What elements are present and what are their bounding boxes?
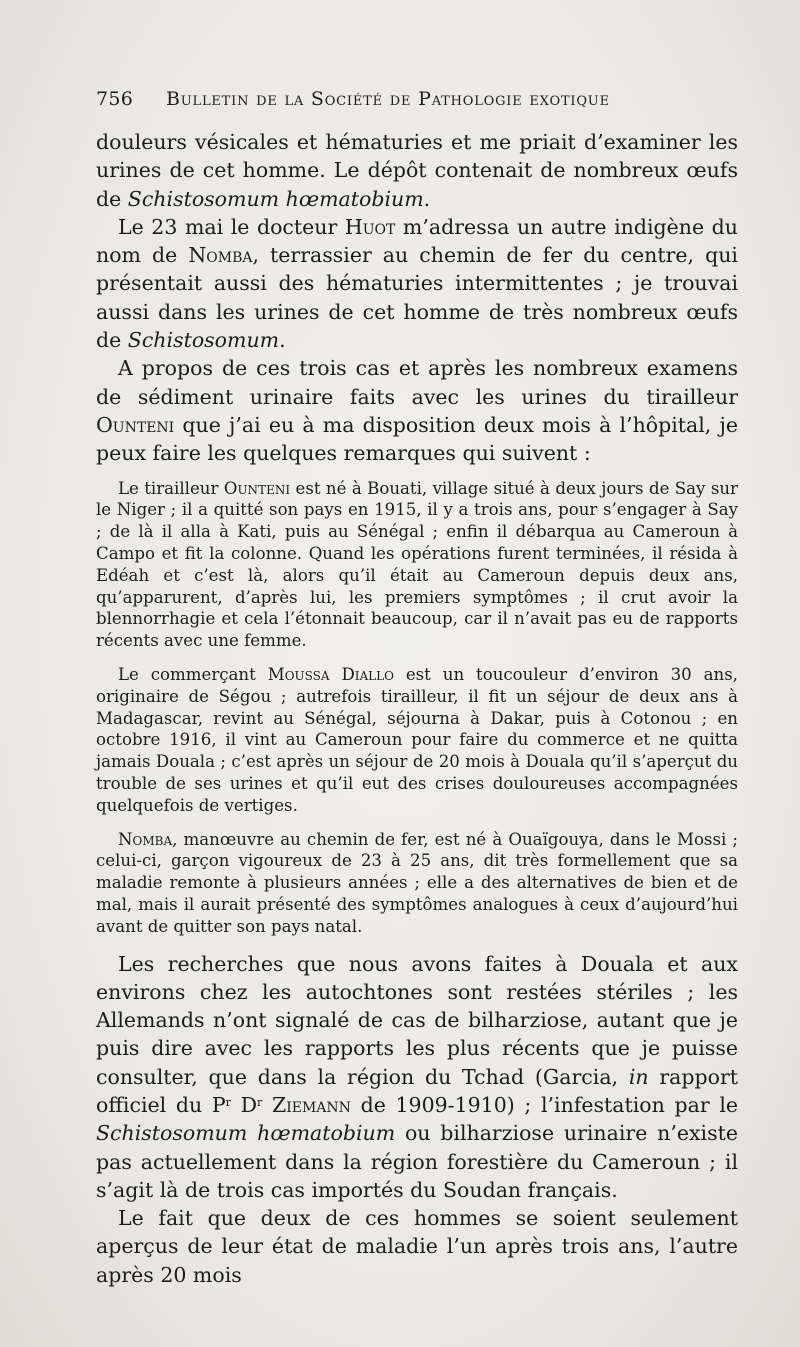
- paragraph-1: douleurs vésicales et hématuries et me priait d’examiner les urines de cet homme. Le dépôt contenait de nombreux œufs de Schistosomum hœmatobium.: [96, 130, 738, 211]
- species-name: Schistosomum: [127, 328, 280, 353]
- page-header: [96, 88, 738, 110]
- person-name: Moussa Diallo: [267, 664, 394, 684]
- case-nomba: Nomba, manœuvre au chemin de fer, est né à Ouaïgouya, dans le Mossi ; celui-ci, garçon vigoureux de 23 à 25 ans, dit très formellement que sa maladie remonte à plusieurs années ; elle a des alternatives de bien et de mal, mais il aurait présenté des symptômes analogues à ceux d’aujourd’hui avant de quitter son pays natal.: [96, 829, 738, 936]
- paragraph-final: Le fait que deux de ces hommes se soient seulement aperçus de leur état de maladie l’un après trois ans, l’autre après 20 mois: [96, 1206, 738, 1287]
- page-number: 756: [96, 88, 134, 110]
- person-name: Huot: [344, 214, 396, 239]
- case-moussa-diallo: Le commerçant Moussa Diallo est un toucouleur d’environ 30 ans, originaire de Ségou ; autrefois tirailleur, il fit un séjour de deux ans à Madagascar, revint au Sénégal, séjourna à Dakar, puis à Cotonou ; en octobre 1916, il vint au Cameroun pour faire du commerce et ne quitta jamais Douala ; c’est après un séjour de 20 mois à Douala qu’il s’aperçut du trouble de ses urines et qu’il eut des crises douloureuses accompagnées quelquefois de vertiges.: [96, 664, 738, 815]
- running-head: Bulletin de la Société de Pathologie exotique: [166, 88, 610, 110]
- person-name: Nomba: [118, 829, 173, 849]
- paragraph-2: Le 23 mai le docteur Huot m’adressa un autre indigène du nom de Nomba, terrassier au chemin de fer du centre, qui présentait aussi des hématuries intermittentes ; je trouvai aussi dans les urines de cet homme de très nombreux œufs de Schistosomum.: [96, 214, 738, 353]
- paragraph-3: A propos de ces trois cas et après les nombreux examens de sédiment urinaire faits avec les urines du tirailleur Ounteni que j’ai eu à ma disposition deux mois à l’hôpital, je peux faire les quelques remarques qui suivent :: [96, 356, 738, 466]
- person-name: Ziemann: [271, 1092, 351, 1117]
- case-ounteni: Le tirailleur Ounteni est né à Bouati, village situé à deux jours de Say sur le Niger ; il a quitté son pays en 1915, il y a trois ans, pour s’engager à Say ; de là il alla à Kati, puis au Sénégal ; enfin il débarqua au Cameroun à Campo et fit la colonne. Quand les opérations furent terminées, il résida à Edéah et c’est là, alors qu’il était au Cameroun depuis deux ans, qu’apparurent, d’après lui, les premiers symptômes ; il crut avoir la blennorrhagie et cela l’étonnait beaucoup, car il n’avait pas eu de rapports récents avec une femme.: [96, 478, 738, 651]
- species-name: Schistosomum hœmatobium: [96, 1121, 396, 1146]
- paragraph-conclusion: Les recherches que nous avons faites à Douala et aux environs chez les autochtones sont restées stériles ; les Allemands n’ont signalé de cas de bilharziose, autant que je puis dire avec les rapports les plus récents que je puisse consulter, que dans la région du Tchad (Garcia, in rapport officiel du $P^r$ $D^r$ Ziemann de 1909-1910) ; l’infestation par le Schistosomum hœmatobium ou bilharziose urinaire n’existe pas actuellement dans la région forestière du Cameroun ; il s’agit là de trois cas importés du Soudan français.: [96, 951, 739, 1202]
- species-name: Schistosomum hœmatobium: [127, 186, 424, 211]
- article-body: [96, 128, 738, 1289]
- person-name: Ounteni: [223, 478, 291, 498]
- person-name: Ounteni: [96, 412, 175, 437]
- person-name: Nomba: [188, 243, 253, 268]
